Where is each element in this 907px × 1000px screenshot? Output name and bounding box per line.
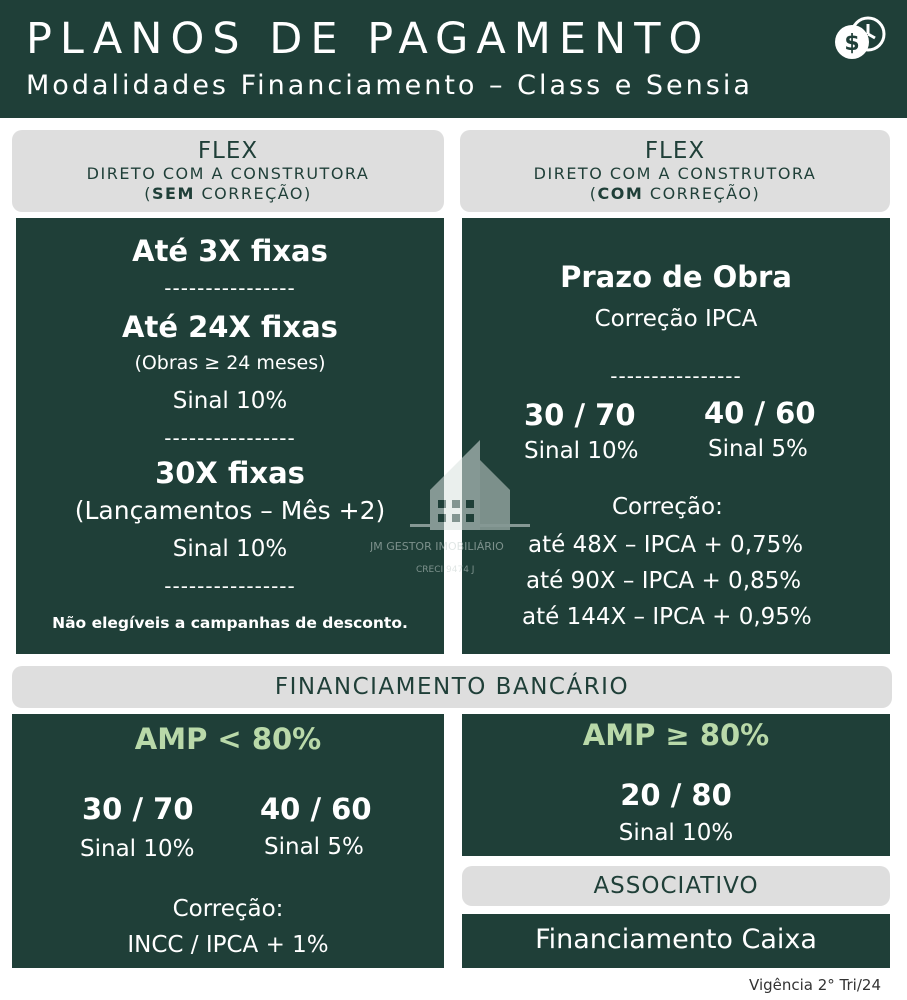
- flex-sem-line5: 30X fixas: [155, 456, 305, 490]
- flex-sem-line2: Até 24X fixas: [122, 310, 338, 344]
- bancario-left-opt1: 30 / 70: [82, 792, 194, 826]
- flex-com-opt1: 30 / 70: [524, 398, 636, 432]
- bancario-left-opt2: 40 / 60: [260, 792, 372, 826]
- flex-sem-header: [12, 130, 444, 212]
- bancario-right-opt: 20 / 80: [620, 778, 732, 812]
- page-title: PLANOS DE PAGAMENTO: [26, 14, 711, 64]
- money-clock-icon: [830, 12, 890, 62]
- flex-com-corr-title: Correção:: [612, 494, 723, 520]
- bancario-left-opt2-sinal: Sinal 5%: [264, 834, 364, 860]
- flex-sem-line3: (Obras ≥ 24 meses): [134, 352, 326, 374]
- jm-gestor-logo: [370, 420, 540, 580]
- bancario-left-corr: INCC / IPCA + 1%: [127, 932, 329, 958]
- watermark-name: JM GESTOR IMOBILIÁRIO: [370, 540, 504, 553]
- watermark-creci: CRECI 9474 J: [416, 565, 475, 575]
- divider: ----------------: [164, 426, 296, 450]
- flex-com-title: FLEX: [644, 138, 706, 164]
- bancario-left-opt1-sinal: Sinal 10%: [80, 836, 195, 862]
- svg-text:$: $: [844, 31, 860, 56]
- flex-com-opt2: 40 / 60: [704, 396, 816, 430]
- associativo-header: [462, 866, 890, 906]
- flex-com-opt2-sinal: Sinal 5%: [708, 436, 808, 462]
- flex-com-sub1: DIRETO COM A CONSTRUTORA: [533, 164, 817, 183]
- bancario-right-opt-sinal: Sinal 10%: [618, 820, 734, 846]
- page-subtitle: Modalidades Financiamento – Class e Sensia: [26, 70, 753, 101]
- divider: ----------------: [164, 574, 296, 598]
- flex-sem-line1: Até 3X fixas: [132, 234, 328, 268]
- bancario-header: [12, 666, 892, 708]
- associativo-text: Financiamento Caixa: [535, 924, 817, 955]
- flex-com-line2: Correção IPCA: [594, 306, 758, 332]
- flex-com-opt1-sinal: Sinal 10%: [524, 438, 639, 464]
- flex-sem-line6: (Lançamentos – Mês +2): [74, 496, 386, 525]
- flex-sem-title: FLEX: [197, 138, 259, 164]
- flex-com-line1: Prazo de Obra: [560, 260, 792, 294]
- validity-note: Vigência 2° Tri/24: [749, 976, 881, 994]
- flex-sem-sub1: DIRETO COM A CONSTRUTORA: [86, 164, 370, 183]
- bancario-left-corr-title: Correção:: [172, 896, 284, 922]
- bancario-right-panel: [462, 714, 890, 856]
- associativo-panel: [462, 914, 890, 968]
- flex-sem-sub2: (SEM CORREÇÃO): [144, 184, 312, 203]
- flex-sem-line7: Sinal 10%: [172, 536, 288, 562]
- flex-sem-note: Não elegíveis a campanhas de desconto.: [52, 614, 408, 632]
- associativo-title: ASSOCIATIVO: [593, 873, 759, 899]
- header-banner: [0, 0, 907, 118]
- flex-com-corr2: até 90X – IPCA + 0,85%: [526, 568, 802, 594]
- bancario-title: FINANCIAMENTO BANCÁRIO: [274, 674, 630, 700]
- amp-ge-80: AMP ≥ 80%: [582, 718, 770, 752]
- divider: ----------------: [610, 364, 742, 388]
- flex-sem-line4: Sinal 10%: [172, 388, 288, 414]
- bancario-left-panel: [12, 714, 444, 968]
- amp-less-80: AMP < 80%: [134, 722, 322, 756]
- divider: ----------------: [164, 276, 296, 300]
- flex-com-header: [460, 130, 890, 212]
- flex-com-sub2: (COM CORREÇÃO): [589, 184, 761, 203]
- flex-com-corr1: até 48X – IPCA + 0,75%: [528, 532, 804, 558]
- flex-com-corr3: até 144X – IPCA + 0,95%: [522, 604, 812, 630]
